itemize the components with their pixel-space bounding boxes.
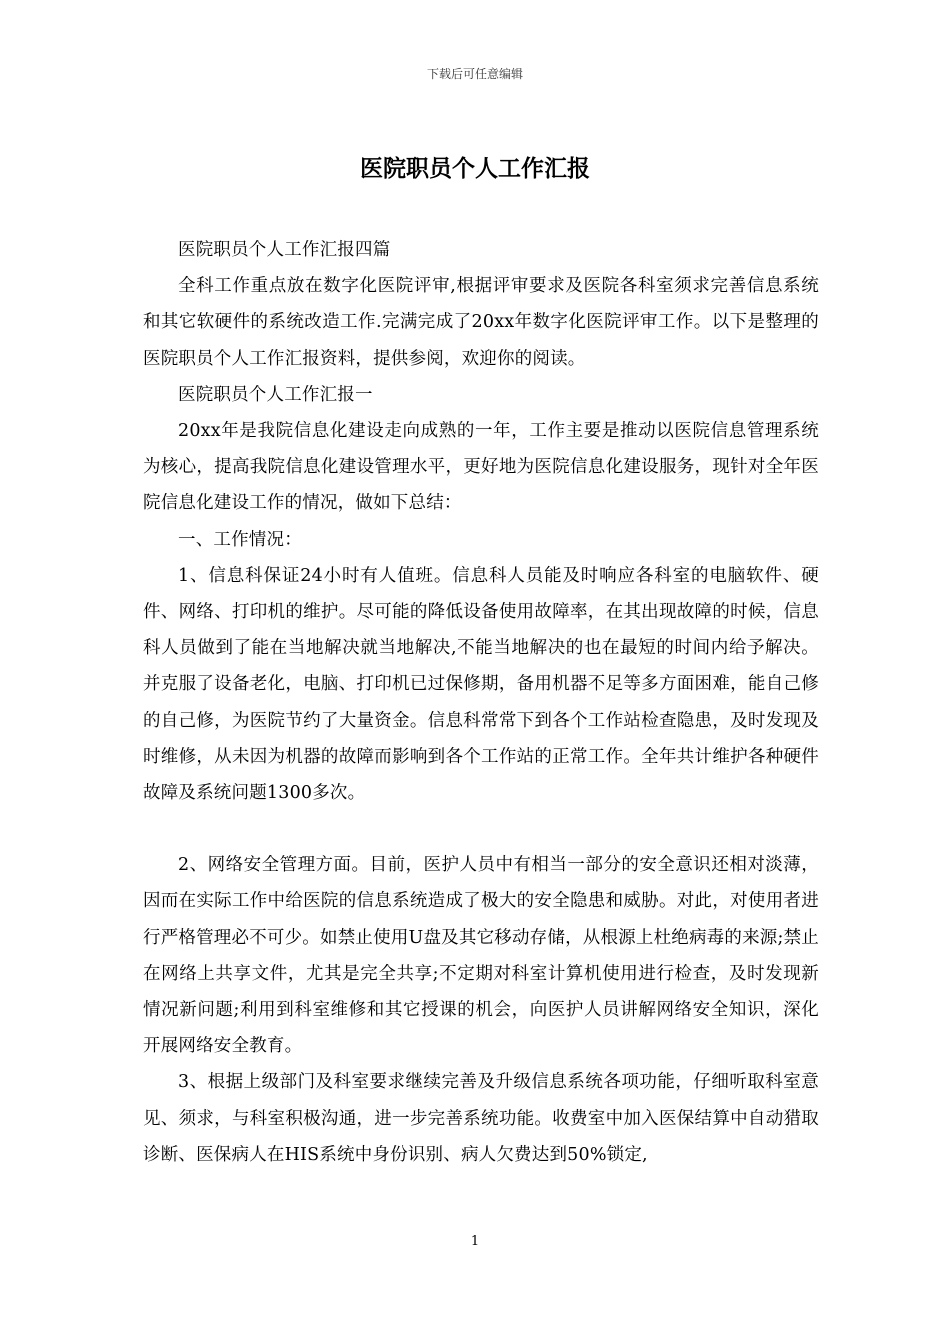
- paragraph-item-2: 2、网络安全管理方面。目前，医护人员中有相当一部分的安全意识还相对淡薄，因而在实际工作中给医院的信息系统造成了极大的安全隐患和威胁。对此，对使用者进行严格管理必不可少。如禁止使用U盘及其它移动存储，从根源上杜绝病毒的来源;禁止在网络上共享文件，尤其是完全共享;不定期对科室计算机使用进行检查，及时发现新情况新问题;利用到科室维修和其它授课的机会，向医护人员讲解网络安全知识，深化开展网络安全教育。: [143, 855, 819, 1057]
- paragraph-work-heading: 一、工作情况：: [178, 529, 302, 550]
- header-note: 下载后可任意编辑: [426, 67, 523, 81]
- paragraph-section-heading: 医院职员个人工作汇报一: [178, 384, 373, 405]
- paragraph-summary: 20xx年是我院信息化建设走向成熟的一年，工作主要是推动以医院信息管理系统为核心，提高我院信息化建设管理水平，更好地为医院信息化建设服务，现针对全年医院信息化建设工作的情况，做如下总结：: [143, 421, 819, 514]
- paragraph-spacer: [143, 811, 819, 847]
- paragraph-item-3: 3、根据上级部门及科室要求继续完善及升级信息系统各项功能，仔细听取科室意见、须求，与科室积极沟通，进一步完善系统功能。收费室中加入医保结算中自动猎取诊断、医保病人在HIS系统中身份识别、病人欠费达到50%锁定,: [143, 1072, 819, 1165]
- document-title: 医院职员个人工作汇报: [360, 155, 590, 182]
- paragraph-intro: 全科工作重点放在数字化医院评审,根据评审要求及医院各科室须求完善信息系统和其它软硬件的系统改造工作.完满完成了20xx年数字化医院评审工作。以下是整理的医院职员个人工作汇报资料，提供参阅，欢迎你的阅读。: [143, 276, 819, 369]
- paragraph-item-1: 1、信息科保证24小时有人值班。信息科人员能及时响应各科室的电脑软件、硬件、网络、打印机的维护。尽可能的降低设备使用故障率，在其出现故障的时候，信息科人员做到了能在当地解决就当地解决,不能当地解决的也在最短的时间内给予解决。并克服了设备老化，电脑、打印机已过保修期，备用机器不足等多方面困难，能自己修的自己修，为医院节约了大量资金。信息科常常下到各个工作站检查隐患，及时发现及时维修，从未因为机器的故障而影响到各个工作站的正常工作。全年共计维护各种硬件故障及系统问题1300多次。: [143, 565, 819, 804]
- document-body: [143, 232, 819, 1173]
- paragraph-subtitle: 医院职员个人工作汇报四篇: [178, 240, 391, 260]
- page-number: 1: [470, 1234, 480, 1249]
